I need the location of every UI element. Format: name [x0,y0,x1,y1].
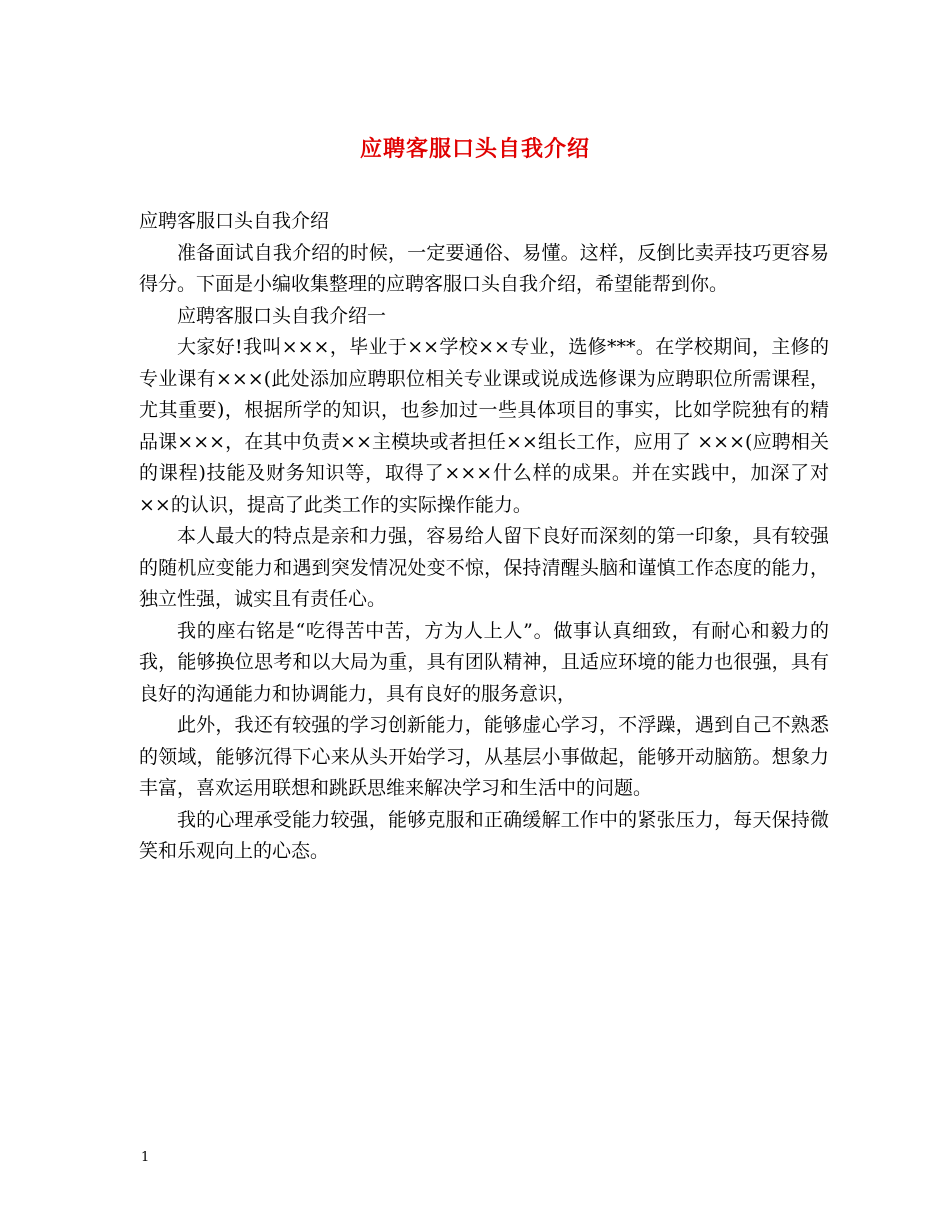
paragraph-motto: 我的座右铭是“吃得苦中苦，方为人上人”。做事认真细致，有耐心和毅力的我，能够换位思考和以大局为重，具有团队精神，且适应环境的能力也很强，具有良好的沟通能力和协调能力，具有良好的服务意识， [139,619,829,705]
document-title: 应聘客服口头自我介绍 [359,136,590,162]
paragraph-intro: 准备面试自我介绍的时候，一定要通俗、易懂。这样，反倒比卖弄技巧更容易得分。下面是小编收集整理的应聘客服口头自我介绍，希望能帮到你。 [139,241,829,295]
paragraph-learning-ability: 此外，我还有较强的学习创新能力，能够虚心学习，不浮躁，遇到自己不熟悉的领域，能够沉得下心来从头开始学习，从基层小事做起，能够开动脑筋。想象力丰富，喜欢运用联想和跳跃思维来解决学习和生活中的问题。 [139,714,829,799]
paragraph-section-heading: 应聘客服口头自我介绍一 [177,304,387,327]
paragraph-stress-tolerance: 我的心理承受能力较强，能够克服和正确缓解工作中的紧张压力，每天保持微笑和乐观向上的心态。 [139,808,829,862]
paragraph-heading: 应聘客服口头自我介绍 [139,210,330,232]
paragraph-personal-traits: 本人最大的特点是亲和力强，容易给人留下良好而深刻的第一印象，具有较强的随机应变能力和遇到突发情况处变不惊，保持清醒头脑和谨慎工作态度的能力，独立性强，诚实且有责任心。 [139,525,829,610]
paragraph-self-introduction: 大家好!我叫×××，毕业于××学校××专业，选修***。在学校期间，主修的专业课有×××(此处添加应聘职位相关专业课或说成选修课为应聘职位所需课程，尤其重要)，根据所学的知识，也参加过一些具体项目的事实，比如学院独有的精品课×××，在其中负责××主模块或者担任××组长工作，应用了 ×××(应聘相关的课程)技能及财务知识等，取得了×××什么样的成果。并在实践中，加深了对××的认识，提高了此类工作的实际操作能力。 [139,336,829,516]
page-number: 1 [141,1150,150,1165]
document-body [139,206,829,868]
